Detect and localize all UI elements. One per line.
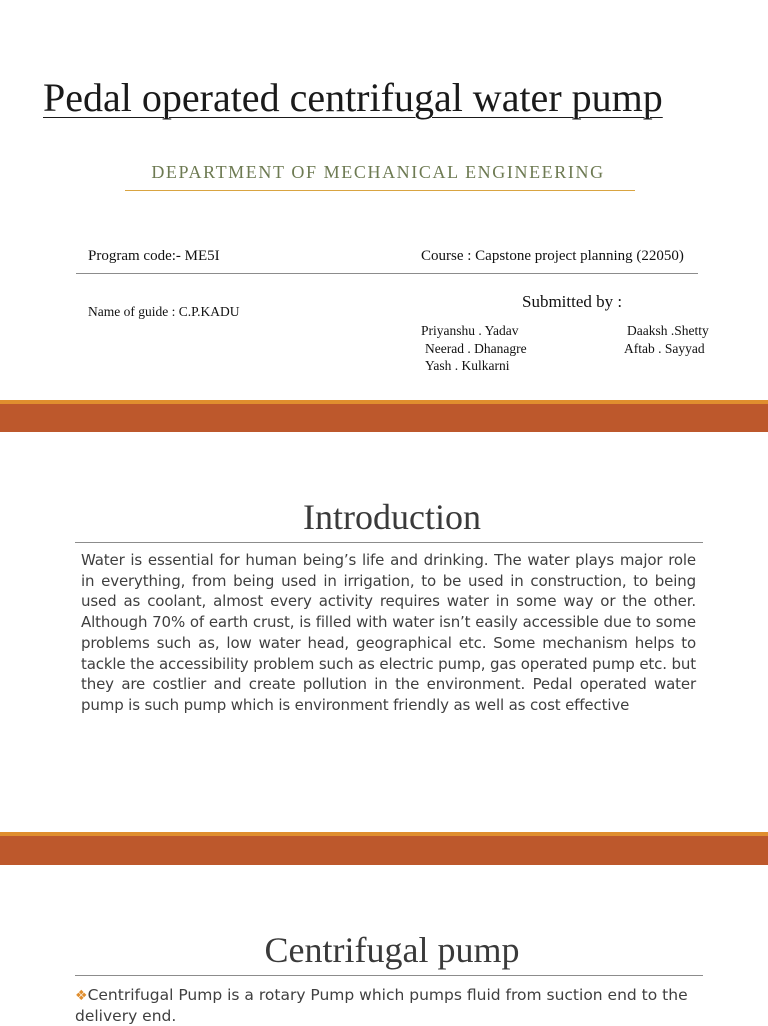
centrifugal-pump-slide (0, 865, 768, 1024)
subtitle-divider (125, 190, 635, 191)
centrifugal-pump-heading: Centrifugal pump (264, 930, 520, 970)
info-divider (76, 273, 698, 274)
student-name: Priyanshu . Yadav (421, 323, 519, 338)
introduction-paragraph: Water is essential for human being’s life and drinking. The water plays major role in everything, from being used in irrigation, to be used in construction, to being used as coolant, almost every activity requires water in some way or the other. Although 70% of earth crust, is filled with water isn’t easily accessible due to some problems such as, low water head, geographical etc. Some mechanism helps to tackle the accessibility problem such as electric pump, gas operated pump etc. but they are costlier and create pollution in the environment. Pedal operated water pump is such pump which is environment friendly as well as cost effective (81, 551, 696, 714)
department-subtitle: DEPARTMENT OF MECHANICAL ENGINEERING (151, 162, 605, 182)
slide-separator-band (0, 404, 768, 432)
bullet-item (75, 985, 715, 1026)
student-name: Daaksh .Shetty (627, 323, 709, 338)
introduction-heading: Introduction (303, 497, 481, 537)
submitted-by-label: Submitted by : (522, 292, 623, 311)
program-code: Program code:- ME5I (88, 248, 220, 264)
course-name: Course : Capstone project planning (22050) (421, 248, 684, 264)
student-name: Neerad . Dhanagre (425, 341, 527, 356)
diamond-bullet-icon: ❖ (75, 988, 88, 1004)
guide-name: Name of guide : C.P.KADU (88, 304, 240, 319)
student-name: Aftab . Sayyad (624, 341, 705, 356)
slide-separator-band (0, 836, 768, 865)
student-name: Yash . Kulkarni (425, 358, 510, 373)
bullet-text: Centrifugal Pump is a rotary Pump which pumps fluid from suction end to the delivery end. (75, 986, 688, 1025)
introduction-slide (0, 432, 768, 832)
title-slide (0, 0, 768, 400)
heading-divider (75, 975, 703, 976)
presentation-title: Pedal operated centrifugal water pump (43, 75, 663, 120)
heading-divider (75, 542, 703, 543)
